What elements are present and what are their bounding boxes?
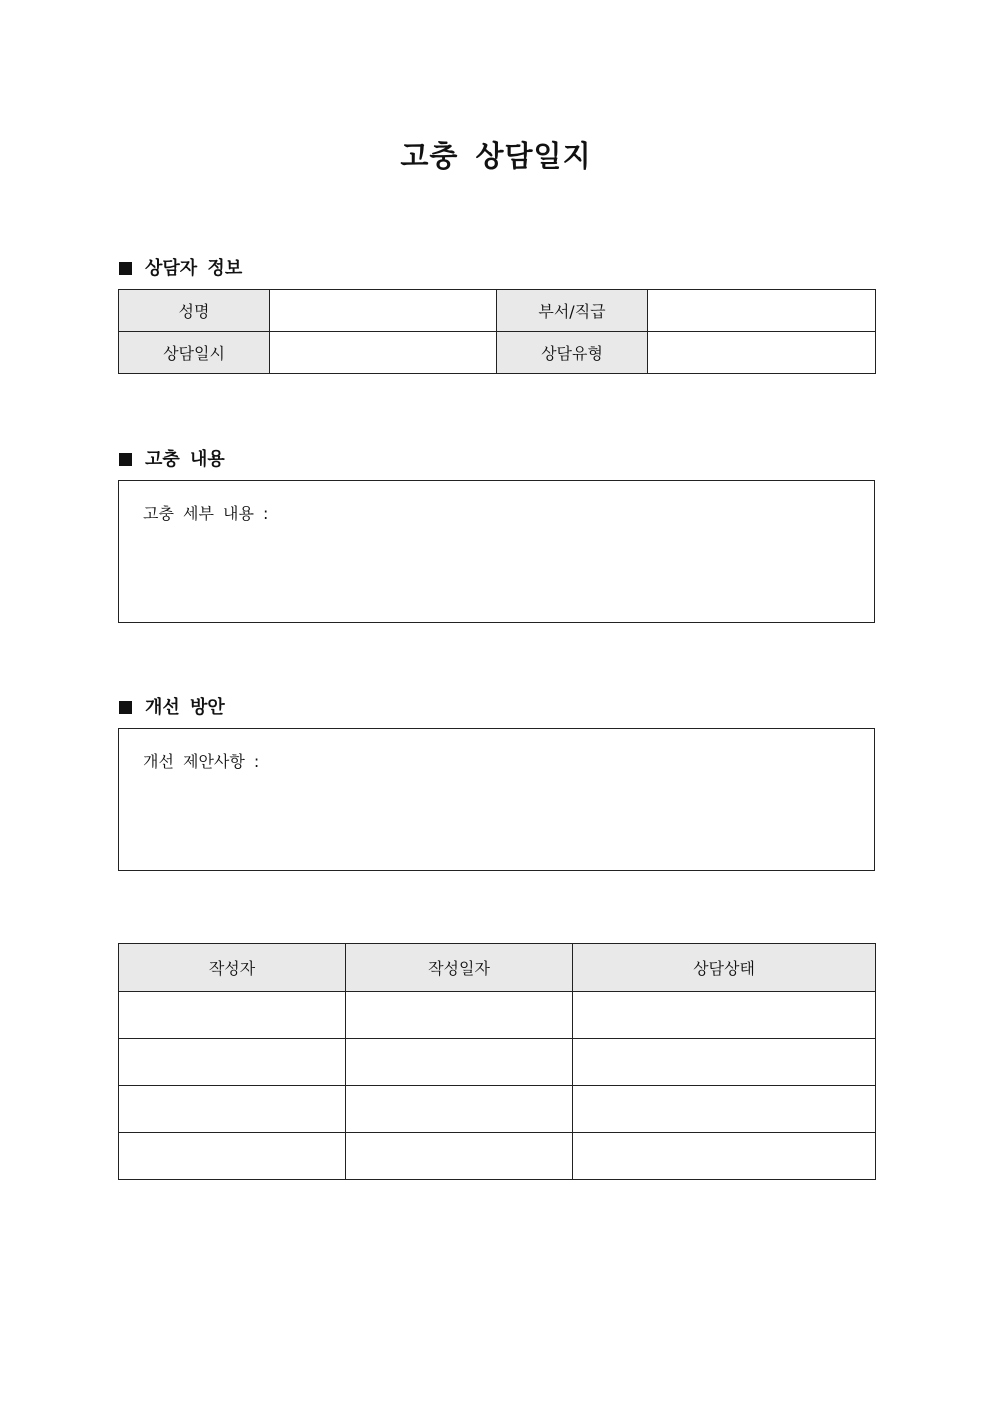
datetime-field[interactable]: [270, 332, 497, 374]
writer-cell[interactable]: [119, 1086, 346, 1133]
black-square-icon: [119, 453, 132, 466]
written-date-cell[interactable]: [346, 1086, 573, 1133]
datetime-label: 상담일시: [119, 332, 270, 374]
written-date-header: 작성일자: [346, 944, 573, 992]
improvement-proposal-label: 개선 제안사항 :: [143, 752, 260, 771]
page-title: 고충 상담일지: [400, 139, 592, 173]
type-field[interactable]: [648, 332, 876, 374]
writer-header: 작성자: [119, 944, 346, 992]
counsel-status-cell[interactable]: [573, 1133, 876, 1180]
section-heading-text: 개선 방안: [145, 697, 225, 718]
record-table: [118, 943, 876, 1180]
table-row: [119, 1133, 876, 1180]
counsel-status-cell[interactable]: [573, 1039, 876, 1086]
grievance-detail-label: 고충 세부 내용 :: [143, 504, 269, 523]
dept-rank-field[interactable]: [648, 290, 876, 332]
table-row: [119, 1039, 876, 1086]
section-heading-text: 상담자 정보: [145, 258, 243, 279]
writer-cell[interactable]: [119, 992, 346, 1039]
improvement-proposal-box[interactable]: [118, 728, 875, 871]
table-row: [119, 290, 876, 332]
writer-cell[interactable]: [119, 1039, 346, 1086]
type-label: 상담유형: [497, 332, 648, 374]
counsel-status-cell[interactable]: [573, 992, 876, 1039]
table-header-row: [119, 944, 876, 992]
table-row: [119, 992, 876, 1039]
section-heading-improvement: [119, 693, 225, 719]
written-date-cell[interactable]: [346, 1039, 573, 1086]
name-field[interactable]: [270, 290, 497, 332]
counsel-status-cell[interactable]: [573, 1086, 876, 1133]
writer-cell[interactable]: [119, 1133, 346, 1180]
grievance-detail-box[interactable]: [118, 480, 875, 623]
written-date-cell[interactable]: [346, 1133, 573, 1180]
dept-rank-label: 부서/직급: [497, 290, 648, 332]
table-row: [119, 332, 876, 374]
section-heading-counselee: [119, 254, 242, 280]
written-date-cell[interactable]: [346, 992, 573, 1039]
name-label: 성명: [119, 290, 270, 332]
black-square-icon: [119, 262, 132, 275]
counsel-status-header: 상담상태: [573, 944, 876, 992]
section-heading-text: 고충 내용: [145, 449, 225, 470]
black-square-icon: [119, 701, 132, 714]
table-row: [119, 1086, 876, 1133]
counselee-info-table: [118, 289, 876, 374]
section-heading-grievance: [119, 445, 225, 471]
